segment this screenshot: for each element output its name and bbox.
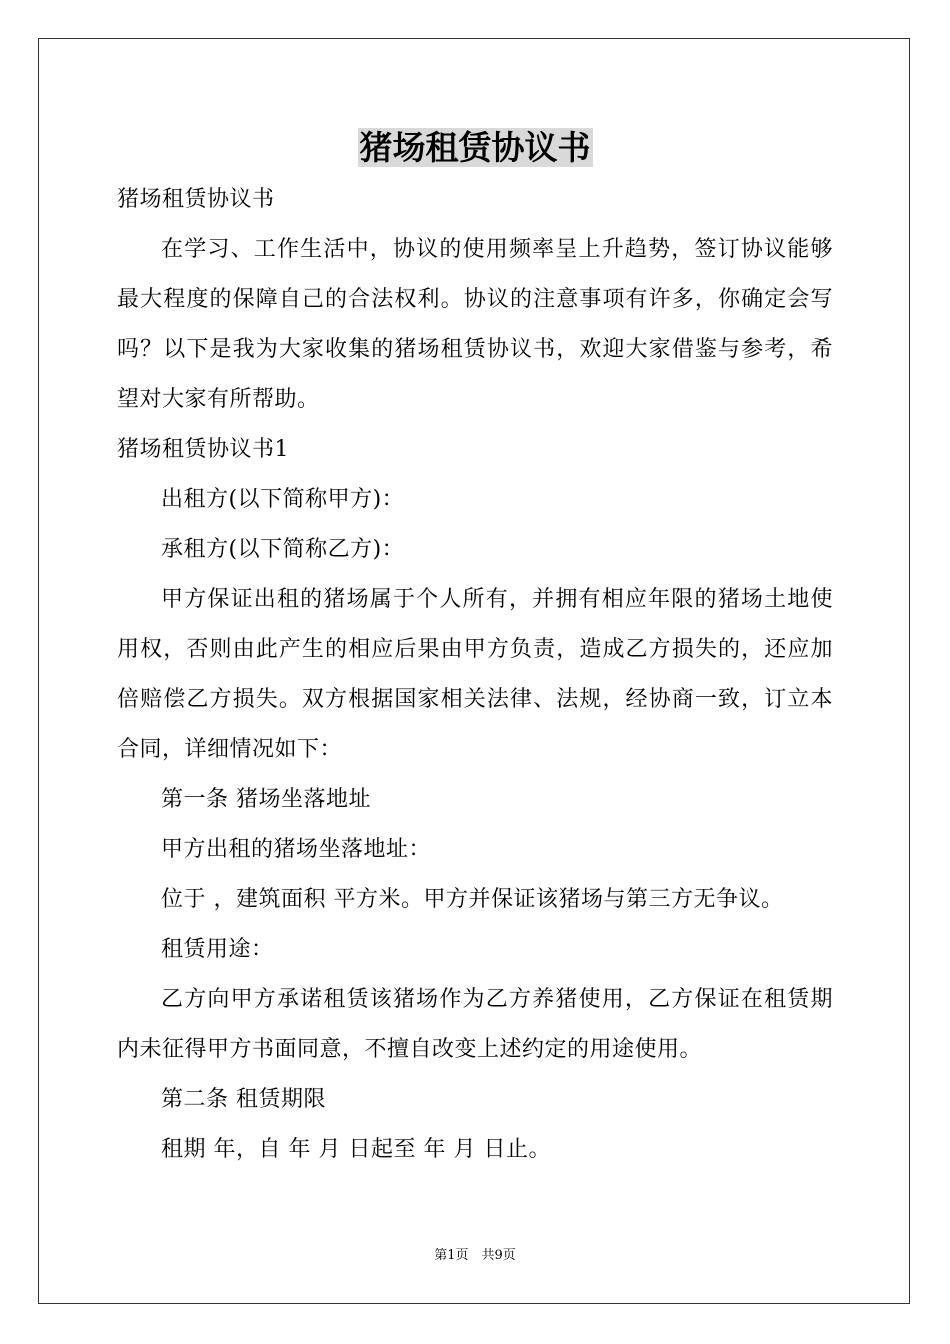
- paragraph: 猪场租赁协议书: [117, 187, 275, 212]
- paragraph: 猪场租赁协议书1: [117, 437, 289, 462]
- paragraph: 位于 ，建筑面积 平方米。甲方并保证该猪场与第三方无争议。: [161, 887, 784, 912]
- paragraph: 出租方(以下简称甲方)：: [161, 487, 405, 512]
- document-body: [117, 175, 833, 1175]
- paragraph: 甲方出租的猪场坐落地址：: [161, 837, 432, 862]
- paragraph: 租赁用途：: [161, 937, 274, 962]
- paragraph: 乙方向甲方承诺租赁该猪场作为乙方养猪使用，乙方保证在租赁期内未征得甲方书面同意，不擅自改变上述约定的用途使用。: [117, 987, 833, 1062]
- section-heading: 第一条 猪场坐落地址: [161, 787, 371, 812]
- paragraph: 承租方(以下简称乙方)：: [161, 537, 405, 562]
- paragraph: 在学习、工作生活中，协议的使用频率呈上升趋势，签订协议能够最大程度的保障自己的合法权利。协议的注意事项有许多，你确定会写吗？以下是我为大家收集的猪场租赁协议书，欢迎大家借鉴与参考，希望对大家有所帮助。: [117, 237, 833, 412]
- document-title: [0, 126, 950, 170]
- section-heading: 第二条 租赁期限: [161, 1087, 326, 1112]
- document-title-text: 猪场租赁协议书: [359, 128, 591, 167]
- page-number-footer: 第1页 共9页: [434, 1248, 516, 1263]
- paragraph: 租期 年，自 年 月 日起至 年 月 日止。: [161, 1137, 551, 1162]
- paragraph: 甲方保证出租的猪场属于个人所有，并拥有相应年限的猪场土地使用权，否则由此产生的相应后果由甲方负责，造成乙方损失的，还应加倍赔偿乙方损失。双方根据国家相关法律、法规，经协商一致，订立本合同，详细情况如下：: [117, 587, 833, 762]
